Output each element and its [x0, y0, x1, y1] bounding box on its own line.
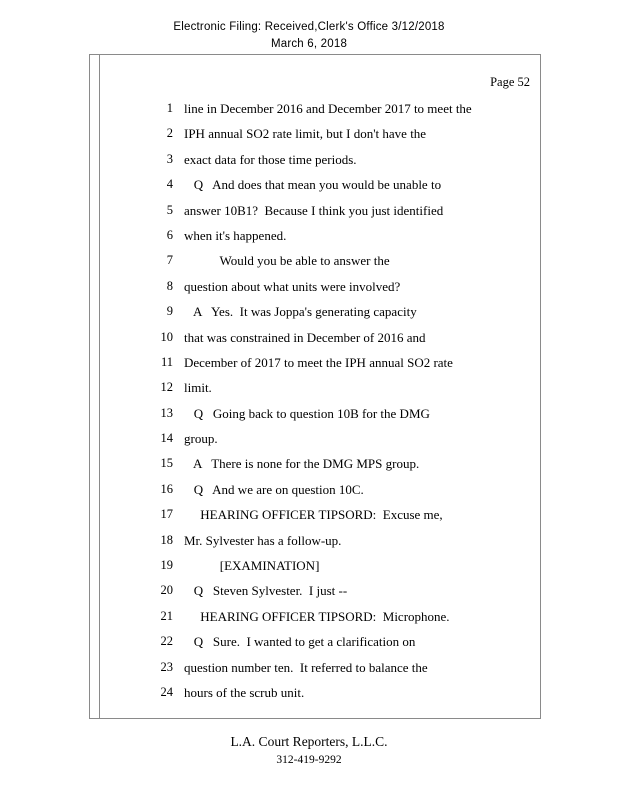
line-text: Q And we are on question 10C.	[184, 481, 364, 497]
line-text: [EXAMINATION]	[184, 558, 320, 574]
transcript-line	[90, 96, 542, 121]
page-number-label: Page 52	[490, 75, 530, 89]
line-number: 10	[160, 329, 173, 344]
line-number: 16	[160, 481, 173, 496]
line-text: group.	[184, 431, 218, 447]
line-number: 6	[166, 227, 173, 242]
transcript-frame	[89, 54, 541, 719]
line-number: 24	[160, 684, 173, 699]
reporter-company: L.A. Court Reporters, L.L.C.	[230, 734, 388, 749]
line-number: 13	[160, 405, 173, 420]
line-text: answer 10B1? Because I think you just identified	[184, 202, 444, 218]
line-text: question about what units were involved?	[184, 278, 401, 294]
line-number: 23	[160, 659, 173, 674]
line-number-divider	[99, 54, 100, 719]
line-text: Mr. Sylvester has a follow-up.	[184, 532, 342, 548]
transcript-line	[90, 528, 542, 553]
line-number: 11	[160, 354, 173, 369]
line-text: A Yes. It was Joppa's generating capacity	[184, 304, 417, 320]
line-number: 22	[160, 634, 173, 649]
transcript-line	[90, 426, 542, 451]
transcript-line	[90, 350, 542, 375]
efiling-stamp-line1: Electronic Filing: Received,Clerk's Office 3/12/2018	[173, 21, 445, 33]
efiling-stamp	[0, 19, 618, 53]
line-text: A There is none for the DMG MPS group.	[184, 456, 420, 472]
transcript-line	[90, 680, 542, 705]
line-number: 20	[160, 583, 173, 598]
line-text: HEARING OFFICER TIPSORD: Microphone.	[184, 608, 450, 624]
line-number: 8	[166, 278, 173, 293]
transcript-line	[90, 147, 542, 172]
transcript-line	[90, 578, 542, 603]
line-number: 9	[166, 304, 173, 319]
line-number: 5	[166, 202, 173, 217]
hearing-date: March 6, 2018	[270, 38, 348, 50]
line-number: 15	[160, 456, 173, 471]
line-text: line in December 2016 and December 2017 to meet the	[184, 101, 472, 116]
line-text: HEARING OFFICER TIPSORD: Excuse me,	[184, 507, 443, 523]
line-number: 3	[166, 151, 173, 166]
transcript-line	[90, 477, 542, 502]
transcript-line	[90, 198, 542, 223]
transcript-lines	[90, 96, 542, 705]
transcript-line	[90, 274, 542, 299]
line-number: 19	[160, 558, 173, 573]
line-text: that was constrained in December of 2016 and	[184, 329, 426, 345]
line-number: 4	[166, 177, 173, 192]
transcript-line	[90, 325, 542, 350]
line-number: 1	[166, 101, 173, 115]
reporter-phone: 312-419-9292	[276, 754, 342, 766]
line-number: 17	[160, 507, 173, 522]
line-text: exact data for those time periods.	[184, 151, 357, 167]
line-text: Q Steven Sylvester. I just --	[184, 583, 348, 599]
transcript-line	[90, 502, 542, 527]
transcript-line	[90, 553, 542, 578]
line-text: Would you be able to answer the	[184, 253, 390, 269]
transcript-line	[90, 629, 542, 654]
transcript-line	[90, 172, 542, 197]
line-text: December of 2017 to meet the IPH annual SO2 rate	[184, 354, 453, 370]
transcript-line	[90, 401, 542, 426]
line-number: 21	[160, 608, 173, 623]
line-number: 7	[166, 253, 173, 268]
line-text: limit.	[184, 380, 212, 396]
line-text: Q And does that mean you would be unable to	[184, 177, 442, 193]
transcript-line	[90, 248, 542, 273]
line-number: 12	[160, 380, 173, 395]
transcript-line	[90, 604, 542, 629]
line-text: Q Going back to question 10B for the DMG	[184, 405, 430, 421]
line-text: hours of the scrub unit.	[184, 684, 305, 700]
line-text: IPH annual SO2 rate limit, but I don't have the	[184, 126, 427, 142]
transcript-line	[90, 451, 542, 476]
line-text: when it's happened.	[184, 227, 287, 243]
transcript-line	[90, 223, 542, 248]
line-number: 2	[166, 126, 173, 141]
line-text: question number ten. It referred to balance the	[184, 659, 428, 675]
line-number: 18	[160, 532, 173, 547]
transcript-line	[90, 299, 542, 324]
page-footer	[0, 732, 618, 770]
transcript-line	[90, 655, 542, 680]
transcript-line	[90, 121, 542, 146]
line-text: Q Sure. I wanted to get a clarification on	[184, 634, 416, 650]
line-number: 14	[160, 431, 173, 446]
transcript-line	[90, 375, 542, 400]
